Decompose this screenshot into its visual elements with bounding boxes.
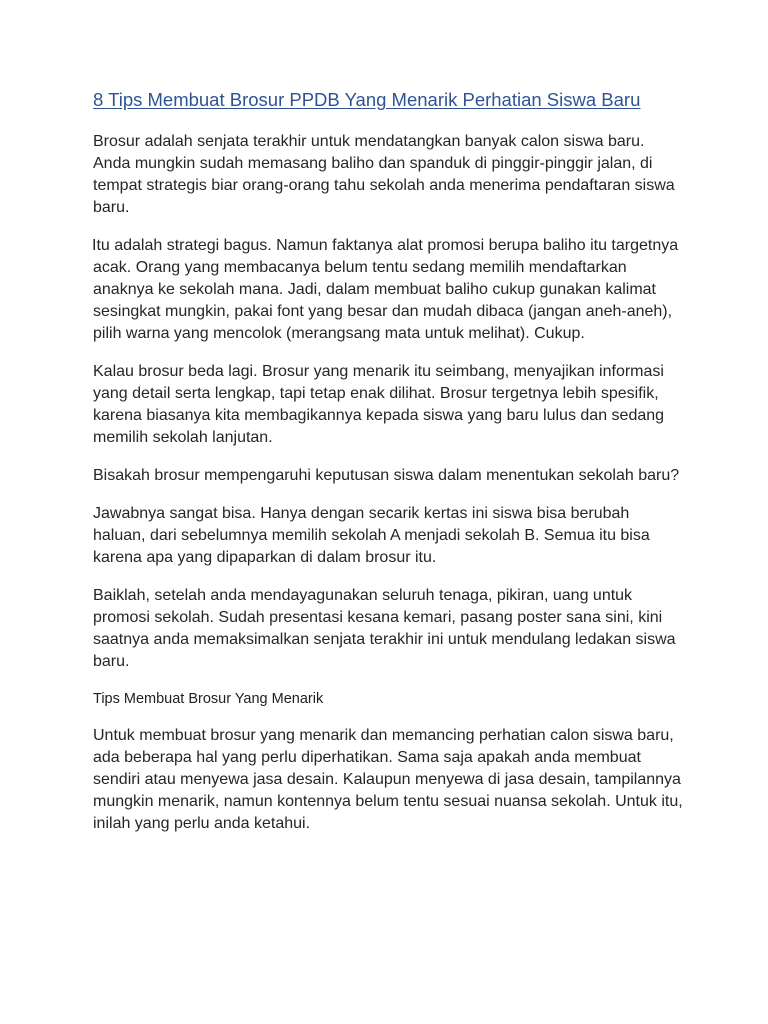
paragraph-brosur-difference: Kalau brosur beda lagi. Brosur yang menarik itu seimbang, menyajikan informasi yang detail serta lengkap, tapi tetap enak dilihat. Brosur tergetnya lebih spesifik, karena biasanya kita membagikannya kepada siswa yang baru lulus dan sedang memilih sekolah lanjutan. <box>93 363 665 446</box>
paragraph-intro: Brosur adalah senjata terakhir untuk mendatangkan banyak calon siswa baru. Anda mungkin sudah memasang baliho dan spanduk di pinggir-pinggir jalan, di tempat strategis biar orang-orang tahu sekolah anda menerima pendaftaran siswa baru. <box>93 133 675 216</box>
section-heading: Tips Membuat Brosur Yang Menarik <box>93 691 324 707</box>
article-body <box>93 88 683 851</box>
paragraph-promotion: Baiklah, setelah anda mendayagunakan seluruh tenaga, pikiran, uang untuk promosi sekolah. Sudah presentasi kesana kemari, pasang poster sana sini, kini saatnya anda memaksimalkan senjata terakhir ini untuk mendulang ledakan siswa baru. <box>93 587 676 670</box>
article-title-link[interactable] <box>93 88 683 112</box>
paragraph-answer: Jawabnya sangat bisa. Hanya dengan secarik kertas ini siswa bisa berubah haluan, dari sebelumnya memilih sekolah A menjadi sekolah B. Semua itu bisa karena apa yang dipaparkan di dalam brosur itu. <box>93 505 650 566</box>
article-title-text[interactable]: 8 Tips Membuat Brosur PPDB Yang Menarik Perhatian Siswa Baru <box>93 89 641 110</box>
paragraph-tips-intro: Untuk membuat brosur yang menarik dan memancing perhatian calon siswa baru, ada beberapa hal yang perlu diperhatikan. Sama saja apakah anda membuat sendiri atau menyewa jasa desain. Kalaupun menyewa di jasa desain, tampilannya mungkin menarik, namun kontennya belum tentu sesuai nuansa sekolah. Untuk itu, inilah yang perlu anda ketahui. <box>93 727 683 832</box>
paragraph-baliho-strategy: Itu adalah strategi bagus. Namun faktanya alat promosi berupa baliho itu targetnya acak. Orang yang membacanya belum tentu sedang memilih mendaftarkan anaknya ke sekolah mana. Jadi, dalam membuat baliho cukup gunakan kalimat sesingkat mungkin, pakai font yang besar dan mudah dibaca (jangan aneh-aneh), pilih warna yang mencolok (merangsang mata untuk melihat). Cukup. <box>92 237 679 342</box>
paragraph-question: Bisakah brosur mempengaruhi keputusan siswa dalam menentukan sekolah baru? <box>93 467 680 484</box>
